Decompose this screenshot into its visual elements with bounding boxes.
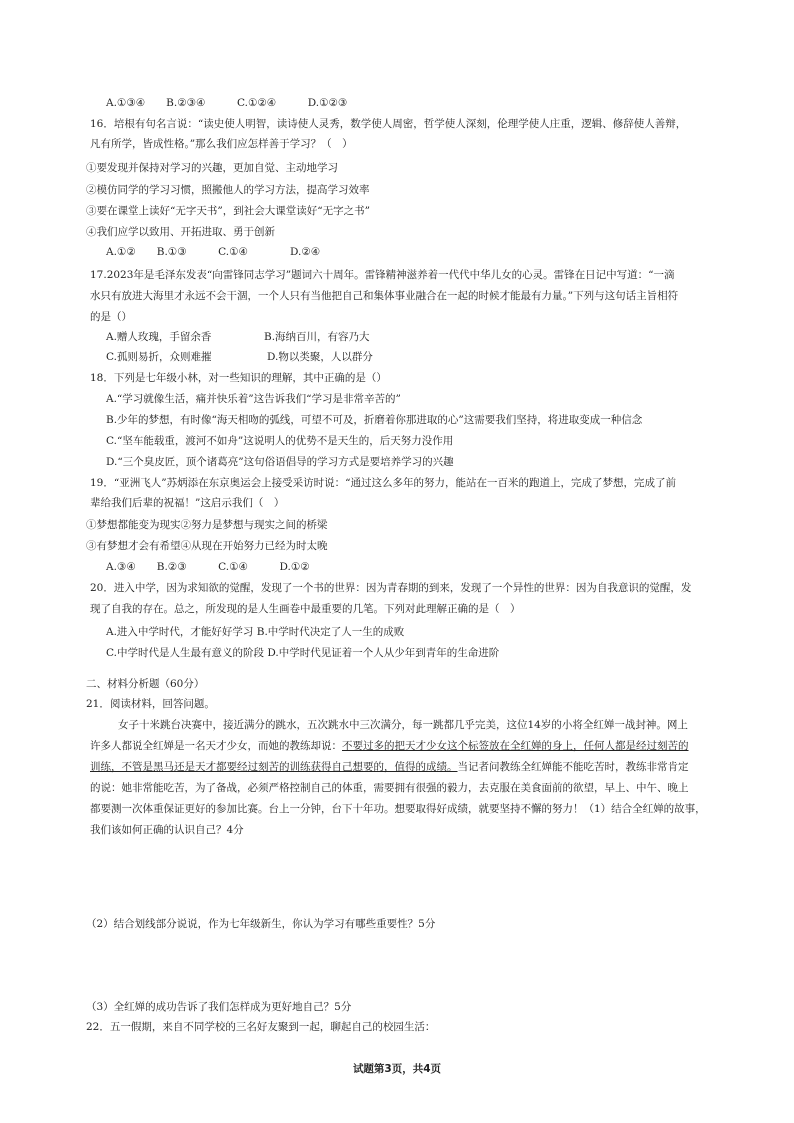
text-segment: A.“学习就像生活，痛并快乐着”这告诉我们“学习是非常辛苦的” — [106, 393, 401, 405]
text-segment: 19．“亚洲飞人”苏炳添在东京奥运会上接受采访时说：“通过这么多年的努力，能站在一百米的跑道上，完成了梦想，完成了前 — [90, 477, 676, 489]
text-line-q19-l1 — [90, 476, 676, 490]
text-line-q18-D — [106, 455, 454, 469]
text-segment: D.“三个臭皮匠，顶个诸葛亮”这句俗语倡导的学习方式是要培养学习的兴趣 — [106, 456, 454, 468]
text-segment: ④我们应学以致用、开拓进取、勇于创新 — [86, 226, 275, 238]
text-segment: 16．培根有句名言说：“读史使人明智，读诗使人灵秀，数学使人周密，哲学使人深刻，伦理学使人庄重，逻辑、修辞使人善辩， — [90, 118, 687, 130]
text-line-q20-C — [106, 646, 499, 660]
text-line-q21-p4 — [90, 781, 689, 795]
text-line-q15-opts — [106, 96, 347, 110]
text-line-q17-l2 — [90, 289, 678, 303]
text-segment: 凡有所学，皆成性格。”那么我们应怎样善于学习？（ ） — [90, 138, 353, 150]
text-line-q18-B — [106, 413, 642, 427]
text-segment: A.赠人玫瑰，手留余香 — [106, 331, 212, 343]
text-segment: 都要测一次体重保证更好的参加比赛。台上一分钟，台下十年功。想要取得好成绩，就要坚持不懈的努力！（1）结合全红婵的故事， — [90, 803, 706, 815]
text-segment: C.孤则易折，众则难摧 — [106, 351, 212, 363]
text-segment: 女子十米跳台决赛中，接近满分的跳水，五次跳水中三次满分，每一跳都几乎完美，这位14岁的小将全红婵一战封神。网上 — [118, 719, 688, 731]
text-line-q16-o4 — [86, 225, 275, 239]
text-segment: 现了自我的存在。总之，所发现的是人生画卷中最重要的几笔。下列对此理解正确的是（ ） — [90, 603, 521, 615]
text-line-q17-oB — [264, 330, 370, 344]
text-segment: ①要发现并保持对学习的兴趣，更加自觉、主动地学习 — [86, 162, 338, 174]
text-segment: 22．五一假期，来自不同学校的三名好友聚到一起，聊起自己的校园生活： — [86, 1021, 436, 1033]
text-segment: B.少年的梦想，有时像“海天相吻的弧线，可望不可及，折磨着你那进取的心”这需要我们坚持，将进取变成一种信念 — [106, 414, 643, 426]
text-line-q18-A — [106, 392, 401, 406]
text-segment: C.“坚车能载重，渡河不如舟”这说明人的优势不是天生的，后天努力没作用 — [106, 435, 454, 447]
text-line-q16-l1 — [90, 117, 686, 131]
page-footer: 试题第3页，共4页 — [352, 1063, 442, 1075]
text-line-q17-l1 — [90, 268, 675, 282]
underlined-text: 训练，不管是黑马还是天才都要经过刻苦的训练获得自己想要的，值得的成绩。 — [90, 761, 458, 773]
text-line-q17-l3 — [90, 310, 132, 324]
text-line-q20-l2 — [90, 602, 521, 616]
text-segment: 当记者问教练全红婵能不能吃苦时，教练非常肯定 — [457, 761, 689, 773]
text-line-q19-o2 — [86, 539, 328, 553]
text-line-q20-A — [106, 625, 404, 639]
text-segment: 二、材料分析题（60分） — [86, 678, 205, 690]
text-segment: （2）结合划线部分说说，作为七年级新生，你认为学习有哪些重要性？5分 — [86, 918, 436, 930]
text-line-q16-o2 — [86, 183, 370, 197]
text-line-q16-o1 — [86, 161, 338, 175]
text-segment: A.①③④ B.②③④ C.①②④ D.①②③ — [106, 97, 348, 109]
text-segment: 20．进入中学，因为求知欲的觉醒，发现了一个书的世界：因为青春期的到来，发现了一个异性的世界：因为自我意识的觉醒，发 — [90, 582, 692, 594]
text-segment: B.海纳百川，有容乃大 — [264, 331, 370, 343]
text-line-q19-l2 — [90, 496, 284, 510]
text-line-q19-opts — [106, 560, 310, 574]
underlined-text: 不要过多的把天才少女这个标签放在全红婵的身上，任何人都是经过刻苦的 — [342, 740, 689, 752]
text-segment: 的说：她非常能吃苦，为了备战，必须严格控制自己的体重，需要拥有很强的毅力，去克服在美食面前的欲望，早上、中午、晚上 — [90, 782, 689, 794]
text-segment: （3）全红婵的成功告诉了我们怎样成为更好地自己？5分 — [86, 1001, 352, 1013]
text-segment: ①梦想都能变为现实②努力是梦想与现实之间的桥梁 — [86, 519, 328, 531]
text-line-q21-p5 — [90, 802, 706, 816]
text-line-q16-l2 — [90, 137, 353, 151]
text-segment: ③要在课堂上读好“无字天书”，到社会大课堂读好“无字之书” — [86, 205, 370, 217]
text-segment: A.进入中学时代，才能好好学习 B.中学时代决定了人一生的成败 — [106, 626, 405, 638]
text-line-q21-p3 — [90, 760, 689, 774]
text-segment: 21．阅读材料，回答问题。 — [86, 698, 215, 710]
text-line-s2-title — [86, 677, 204, 691]
text-line-q16-opts — [106, 245, 320, 259]
text-line-q21-p6 — [90, 823, 244, 837]
text-segment: C.中学时代是人生最有意义的阶段 D.中学时代见证着一个人从少年到青年的生命进阶 — [106, 647, 500, 659]
text-line-q18-C — [106, 434, 453, 448]
text-segment: A.①② B.①③ C.①④ D.②④ — [106, 246, 321, 258]
text-line-q17-oA — [106, 330, 211, 344]
text-line-q16-o3 — [86, 204, 370, 218]
text-segment: 辈给我们后辈的祝福！”这启示我们（ ） — [90, 497, 285, 509]
text-line-q21-2 — [86, 917, 435, 931]
text-line-q17-oD — [267, 350, 373, 364]
text-segment: 的是（） — [90, 311, 132, 323]
text-line-q21-p1 — [118, 718, 688, 732]
text-line-q17-oC — [106, 350, 212, 364]
text-segment: 我们该如何正确的认识自己？4分 — [90, 824, 244, 836]
text-line-q21-p2 — [90, 739, 689, 753]
text-segment: D.物以类聚，人以群分 — [267, 351, 373, 363]
text-segment: 水只有放进大海里才永远不会干涸，一个人只有当他把自己和集体事业融合在一起的时候才能最有力量。”下列与这句话主旨相符 — [90, 290, 679, 302]
text-segment: 许多人都说全红婵是一名天才少女，而她的教练却说： — [90, 740, 342, 752]
text-line-q21-head — [86, 697, 215, 711]
text-line-q18-stem — [90, 371, 387, 385]
text-line-q20-l1 — [90, 581, 691, 595]
text-line-q21-3 — [86, 1000, 351, 1014]
text-line-q19-o1 — [86, 518, 328, 532]
text-segment: A.③④ B.②③ C.①④ D.①② — [106, 561, 310, 573]
text-segment: 17.2023年是毛泽东发表“向雷锋同志学习”题词六十周年。雷锋精神滋养着一代代中华儿女的心灵。雷锋在日记中写道：“一滴 — [90, 269, 675, 281]
text-segment: 18．下列是七年级小林，对一些知识的理解，其中正确的是（） — [90, 372, 387, 384]
text-line-q22 — [86, 1020, 435, 1034]
text-segment: ③有梦想才会有希望④从现在开始努力已经为时太晚 — [86, 540, 328, 552]
text-segment: ②模仿同学的学习习惯，照搬他人的学习方法，提高学习效率 — [86, 184, 370, 196]
